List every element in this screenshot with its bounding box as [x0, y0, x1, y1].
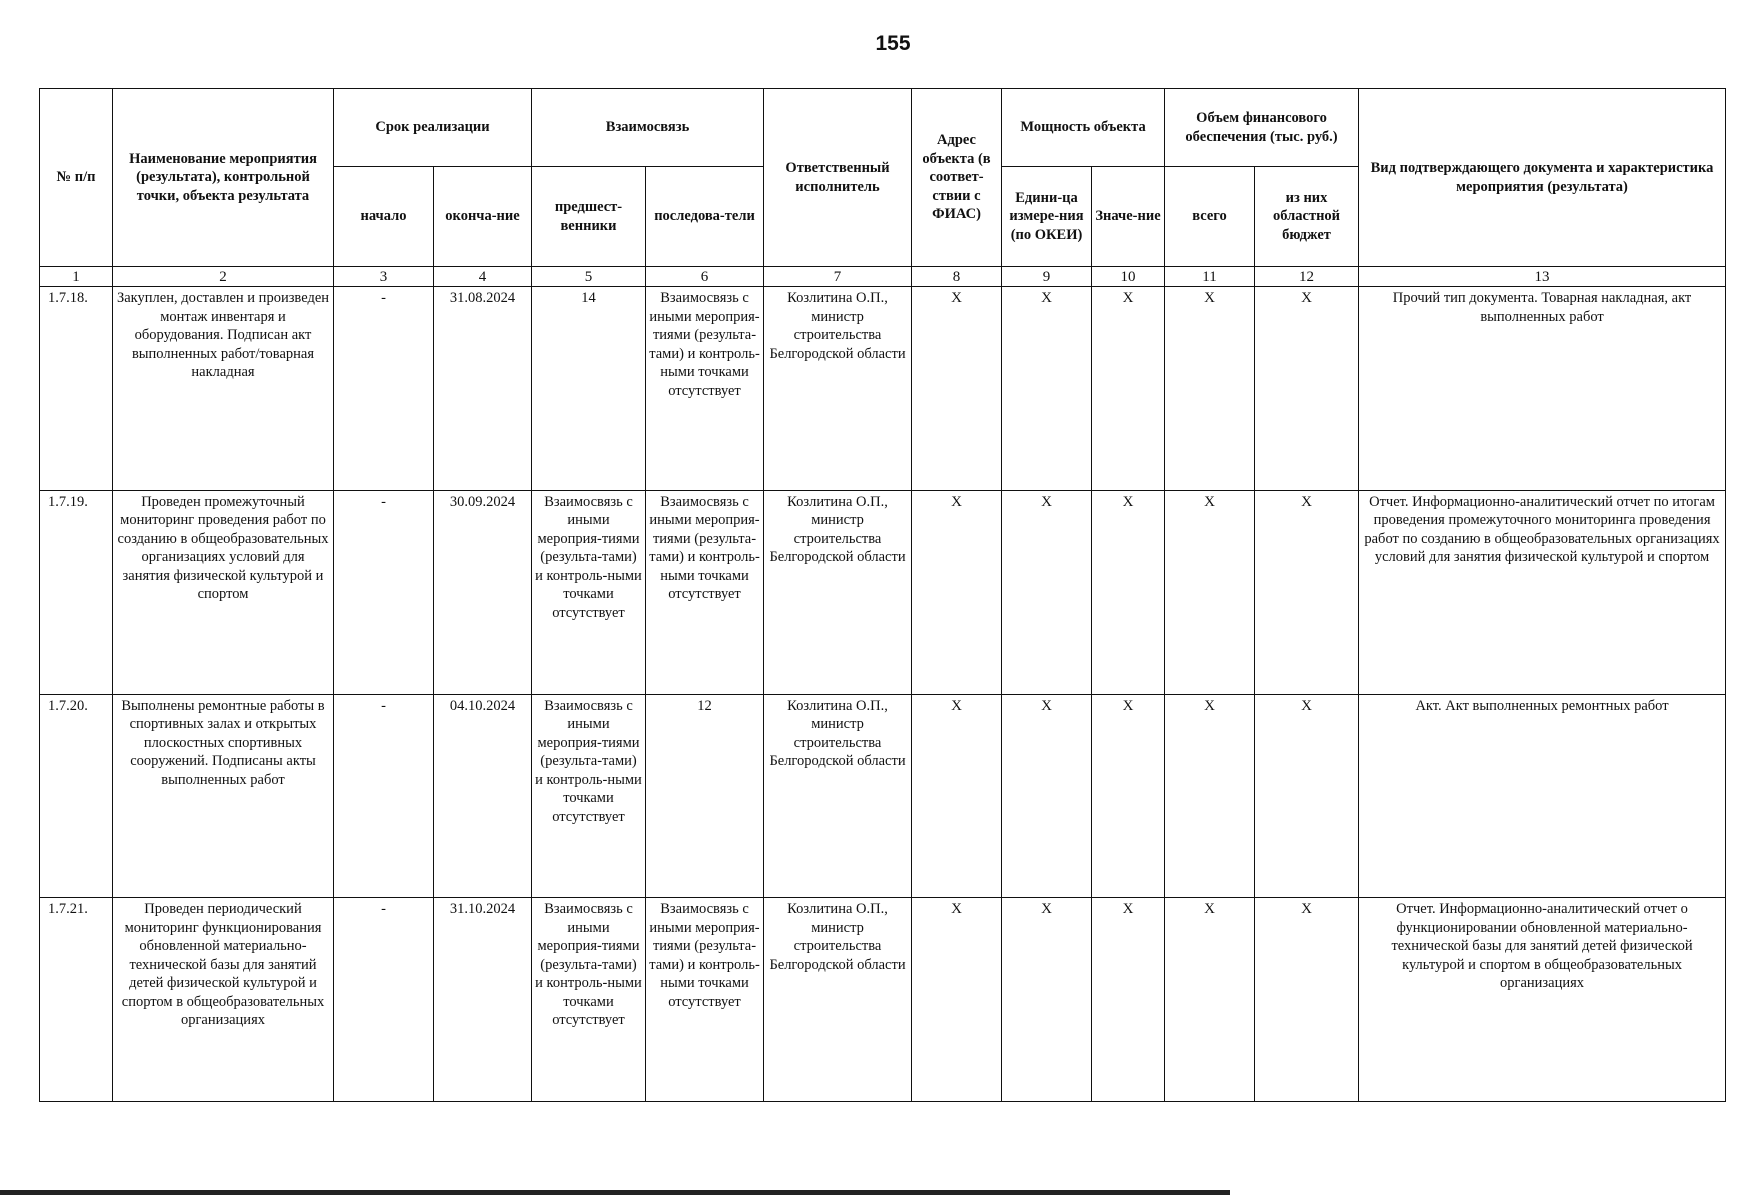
- row-end: 30.09.2024: [434, 490, 532, 694]
- row-prev: Взаимосвязь с иными мероприя-тиями (результа-тами) и контроль-ными точками отсутствует: [532, 694, 646, 898]
- row-start: -: [334, 490, 434, 694]
- header-relation: Взаимосвязь: [532, 89, 764, 167]
- column-number-row: [40, 267, 1726, 287]
- row-regional: X: [1255, 490, 1359, 694]
- table-row: [40, 898, 1726, 1102]
- header-name: Наименование мероприятия (результата), контрольной точки, объекта результата: [113, 89, 334, 267]
- row-id: 1.7.18.: [40, 287, 113, 491]
- row-address: X: [912, 898, 1002, 1102]
- row-value: X: [1092, 694, 1165, 898]
- row-address: X: [912, 287, 1002, 491]
- header-capacity-unit: Едини-ца измере-ния (по ОКЕИ): [1002, 167, 1092, 267]
- header-capacity-value: Значе-ние: [1092, 167, 1165, 267]
- header-relation-next: последова-тели: [646, 167, 764, 267]
- row-address: X: [912, 490, 1002, 694]
- row-next: Взаимосвязь с иными мероприя-тиями (результа-тами) и контроль-ными точками отсутствует: [646, 898, 764, 1102]
- column-number: 6: [646, 267, 764, 287]
- row-document: Отчет. Информационно-аналитический отчет по итогам проведения промежуточного мониторинга проведения работ по созданию в общеобразовательных организациях условий для занятия физической культурой и спортом: [1359, 490, 1726, 694]
- header-responsible: Ответственный исполнитель: [764, 89, 912, 267]
- row-next: Взаимосвязь с иными мероприя-тиями (результа-тами) и контроль-ными точками отсутствует: [646, 287, 764, 491]
- row-total: X: [1165, 898, 1255, 1102]
- row-start: -: [334, 287, 434, 491]
- row-total: X: [1165, 490, 1255, 694]
- header-finance-total: всего: [1165, 167, 1255, 267]
- row-next: 12: [646, 694, 764, 898]
- row-name: Выполнены ремонтные работы в спортивных залах и открытых плоскостных спортивных сооружений. Подписаны акты выполненных работ: [113, 694, 334, 898]
- row-unit: X: [1002, 490, 1092, 694]
- row-document: Отчет. Информационно-аналитический отчет о функционировании обновленной материально-технической базы для занятий детей физической культурой и спортом в общеобразовательных организациях: [1359, 898, 1726, 1102]
- header-document: Вид подтверждающего документа и характеристика мероприятия (результата): [1359, 89, 1726, 267]
- column-number: 2: [113, 267, 334, 287]
- row-value: X: [1092, 898, 1165, 1102]
- row-document: Прочий тип документа. Товарная накладная, акт выполненных работ: [1359, 287, 1726, 491]
- row-regional: X: [1255, 898, 1359, 1102]
- header-finance-regional: из них областной бюджет: [1255, 167, 1359, 267]
- row-responsible: Козлитина О.П., министр строительства Белгородской области: [764, 694, 912, 898]
- row-prev: Взаимосвязь с иными мероприя-тиями (результа-тами) и контроль-ными точками отсутствует: [532, 898, 646, 1102]
- row-address: X: [912, 694, 1002, 898]
- column-number: 3: [334, 267, 434, 287]
- row-end: 31.10.2024: [434, 898, 532, 1102]
- row-responsible: Козлитина О.П., министр строительства Белгородской области: [764, 898, 912, 1102]
- row-value: X: [1092, 287, 1165, 491]
- row-regional: X: [1255, 694, 1359, 898]
- row-name: Закуплен, доставлен и произведен монтаж инвентаря и оборудования. Подписан акт выполненных работ/товарная накладная: [113, 287, 334, 491]
- row-prev: 14: [532, 287, 646, 491]
- bottom-rule: [0, 1190, 1230, 1195]
- column-number: 13: [1359, 267, 1726, 287]
- row-prev: Взаимосвязь с иными мероприя-тиями (результа-тами) и контроль-ными точками отсутствует: [532, 490, 646, 694]
- row-responsible: Козлитина О.П., министр строительства Белгородской области: [764, 287, 912, 491]
- row-start: -: [334, 694, 434, 898]
- table-row: [40, 490, 1726, 694]
- row-id: 1.7.20.: [40, 694, 113, 898]
- column-number: 10: [1092, 267, 1165, 287]
- column-number: 11: [1165, 267, 1255, 287]
- row-responsible: Козлитина О.П., министр строительства Белгородской области: [764, 490, 912, 694]
- header-capacity: Мощность объекта: [1002, 89, 1165, 167]
- column-number: 5: [532, 267, 646, 287]
- column-number: 12: [1255, 267, 1359, 287]
- row-document: Акт. Акт выполненных ремонтных работ: [1359, 694, 1726, 898]
- header-relation-prev: предшест-венники: [532, 167, 646, 267]
- header-address: Адрес объекта (в соответ-ствии с ФИАС): [912, 89, 1002, 267]
- row-value: X: [1092, 490, 1165, 694]
- row-name: Проведен периодический мониторинг функционирования обновленной материально-технической базы для занятий детей физической культурой и спортом в общеобразовательных организациях: [113, 898, 334, 1102]
- column-number: 7: [764, 267, 912, 287]
- row-regional: X: [1255, 287, 1359, 491]
- header-period: Срок реализации: [334, 89, 532, 167]
- row-unit: X: [1002, 287, 1092, 491]
- row-unit: X: [1002, 694, 1092, 898]
- page-number: 155: [875, 32, 911, 55]
- row-total: X: [1165, 287, 1255, 491]
- header-period-start: начало: [334, 167, 434, 267]
- table-row: [40, 287, 1726, 491]
- header-period-end: оконча-ние: [434, 167, 532, 267]
- column-number: 1: [40, 267, 113, 287]
- row-end: 04.10.2024: [434, 694, 532, 898]
- column-number: 9: [1002, 267, 1092, 287]
- column-number: 8: [912, 267, 1002, 287]
- row-start: -: [334, 898, 434, 1102]
- table-row: [40, 694, 1726, 898]
- row-name: Проведен промежуточный мониторинг проведения работ по созданию в общеобразовательных организациях условий для занятия физической культурой и спортом: [113, 490, 334, 694]
- header-row-top: [40, 89, 1726, 167]
- row-end: 31.08.2024: [434, 287, 532, 491]
- column-number: 4: [434, 267, 532, 287]
- plan-table: [39, 88, 1726, 1102]
- header-finance: Объем финансового обеспечения (тыс. руб.): [1165, 89, 1359, 167]
- header-num: № п/п: [40, 89, 113, 267]
- row-next: Взаимосвязь с иными мероприя-тиями (результа-тами) и контроль-ными точками отсутствует: [646, 490, 764, 694]
- row-id: 1.7.19.: [40, 490, 113, 694]
- row-id: 1.7.21.: [40, 898, 113, 1102]
- row-total: X: [1165, 694, 1255, 898]
- row-unit: X: [1002, 898, 1092, 1102]
